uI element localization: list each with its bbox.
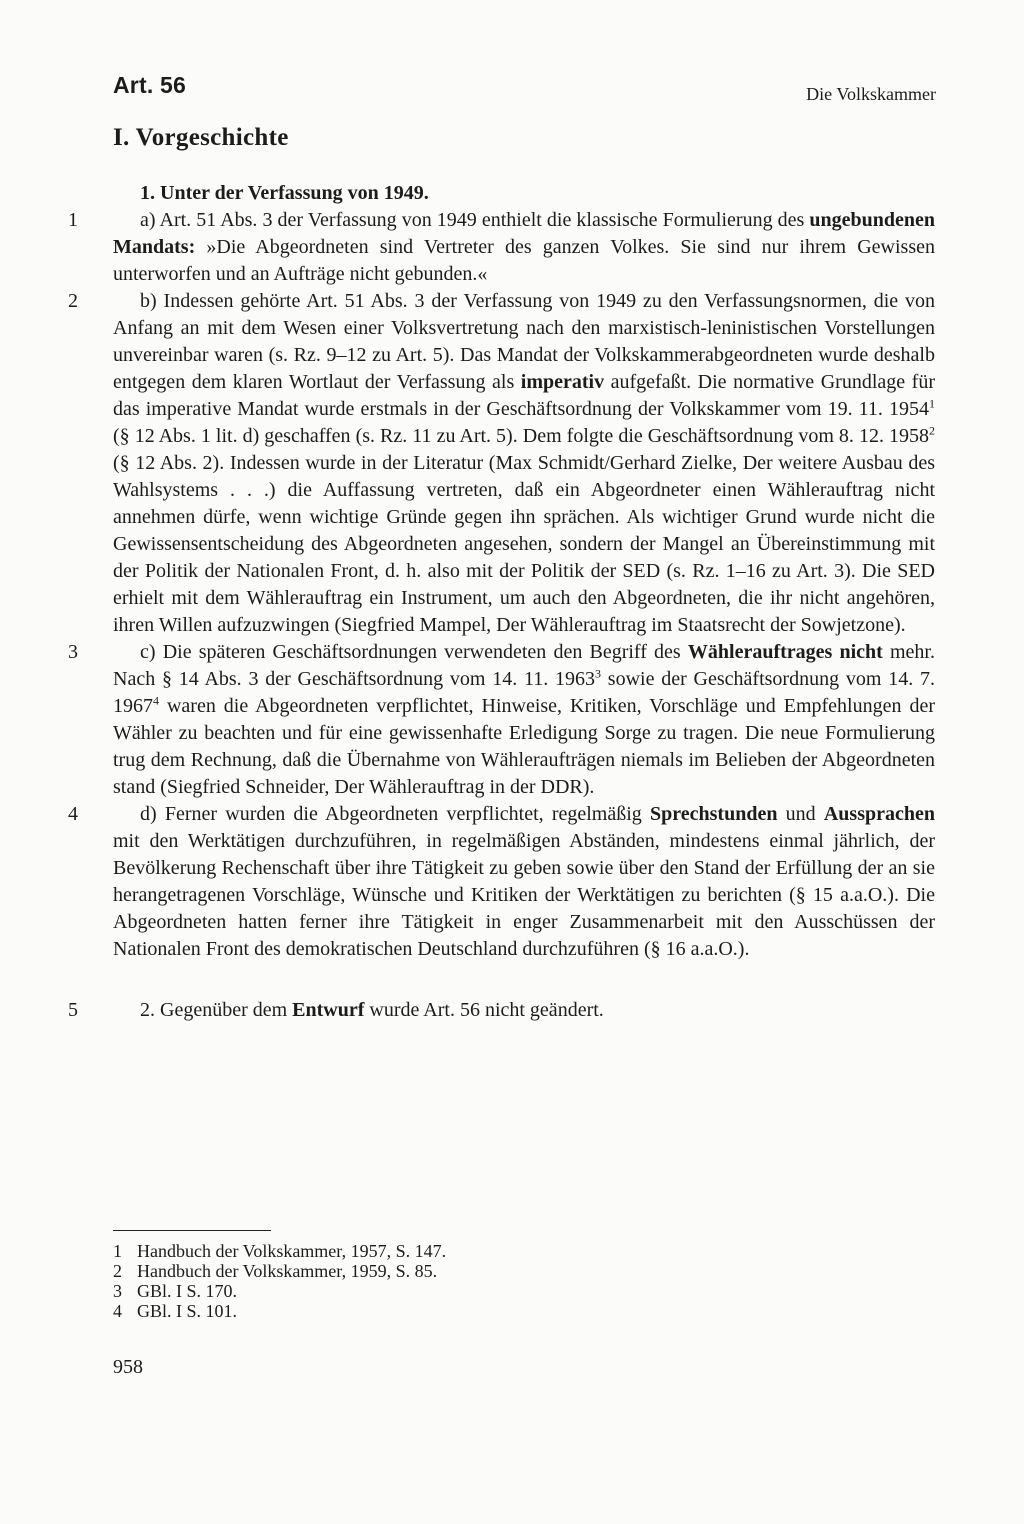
footnote: 1 Handbuch der Volkskammer, 1957, S. 147. <box>113 1241 447 1261</box>
footnote: 3 GBl. I S. 170. <box>113 1281 238 1301</box>
text-run: d) Ferner wurden die Abgeordneten verpflichtet, regelmäßig <box>140 803 650 825</box>
footnote-ref: 1 <box>929 396 935 411</box>
footnote: 2 Handbuch der Volkskammer, 1959, S. 85. <box>113 1261 438 1281</box>
text-run: c) Die späteren Geschäftsordnungen verwendeten den Begriff des <box>140 641 688 663</box>
text-run: »Die Abgeordneten sind Vertreter des ganzen Volkes. Sie sind nur ihrem Gewissen unterworfen und an Aufträge nicht gebunden.« <box>113 236 935 285</box>
footnote-rule <box>113 1230 271 1231</box>
text-run: 2. Gegenüber dem <box>140 999 293 1021</box>
bold-term: Aussprachen <box>823 803 935 825</box>
section-heading: I. Vorgeschichte <box>113 124 289 151</box>
text-run: sowie der Geschäftsordnung vom 14. 7. 1967 <box>113 668 935 717</box>
margin-number: 5 <box>68 999 78 1021</box>
paragraph-5 <box>68 997 935 1024</box>
footnote-ref: 3 <box>595 666 602 681</box>
article-label: Art. 56 <box>113 72 186 98</box>
page-number: 958 <box>113 1356 143 1378</box>
running-head: Die Volkskammer <box>806 84 936 104</box>
paragraph-3 <box>68 639 935 801</box>
bold-term: Wählerauftrages nicht <box>687 641 883 663</box>
margin-number: 1 <box>68 209 78 231</box>
bold-term: Entwurf <box>292 999 365 1021</box>
footnote: 4 GBl. I S. 101. <box>113 1301 238 1321</box>
text-run: b) Indessen gehörte Art. 51 Abs. 3 der Verfassung von 1949 zu den Verfassungsnormen, die von Anfang an mit dem Wesen einer Volksvertretung nach den marxistisch-leninistischen Vorstellungen unvereinbar waren (s. Rz. 9–12 zu Art. 5). Das Mandat der Volkskammerabgeordneten wurde deshalb entgegen dem klaren Wortlaut der Verfassung als <box>113 290 935 393</box>
subheading: 1. Unter der Verfassung von 1949. <box>140 182 429 204</box>
text-run: mit den Werktätigen durchzuführen, in regelmäßigen Abständen, mindestens einmal jährlich, der Bevölkerung Rechenschaft über ihre Tätigkeit zu geben sowie über den Stand der Erfüllung der an sie herangetragenen Vorschläge, Wünsche und Kritiken der Werktätigen zu berichten (§ 15 a.a.O.). Die Abgeordneten hatten ferner ihre Tätigkeit in enger Zusammenarbeit mit den Ausschüssen der Nationalen Front des demokratischen Deutschland durchzuführen (§ 16 a.a.O.). <box>113 830 935 960</box>
text-run: a) Art. 51 Abs. 3 der Verfassung von 1949 enthielt die klassische Formulierung des <box>140 209 810 231</box>
body-text <box>68 180 935 1024</box>
margin-number: 2 <box>68 290 78 312</box>
footnotes <box>113 1241 446 1321</box>
paragraph-4 <box>68 801 935 963</box>
bold-term: Sprechstunden <box>650 803 778 825</box>
paragraph-1 <box>68 207 935 288</box>
bold-term: ungebundenen Mandats: <box>113 209 935 258</box>
paragraph-2 <box>68 288 935 639</box>
bold-term: imperativ <box>520 371 605 393</box>
margin-number: 3 <box>68 641 78 663</box>
text-run: und <box>777 803 824 825</box>
text-run: (§ 12 Abs. 1 lit. d) geschaffen (s. Rz. 11 zu Art. 5). Dem folgte die Geschäftsordnung vom 8. 12. 1958 <box>113 425 929 447</box>
text-run: waren die Abgeordneten verpflichtet, Hinweise, Kritiken, Vorschläge und Empfehlungen der Wähler zu beachten und für eine gewissenhafte Erledigung Sorge zu tragen. Die neue Formulierung trug dem Rechnung, daß die Übernahme von Wähleraufträgen niemals im Belieben der Abgeordneten stand (Siegfried Schneider, Der Wählerauftrag in der DDR). <box>113 695 935 798</box>
footnote-ref: 2 <box>929 423 935 438</box>
text-run: mehr. Nach § 14 Abs. 3 der Geschäftsordnung vom 14. 11. 1963 <box>113 641 935 690</box>
text-run: wurde Art. 56 nicht geändert. <box>364 999 604 1021</box>
footnote-ref: 4 <box>153 693 159 708</box>
margin-number: 4 <box>68 803 78 825</box>
text-run: aufgefaßt. Die normative Grundlage für das imperative Mandat wurde erstmals in der Geschäftsordnung der Volkskammer vom 19. 11. 1954 <box>113 371 935 420</box>
text-run: (§ 12 Abs. 2). Indessen wurde in der Literatur (Max Schmidt/Gerhard Zielke, Der weitere Ausbau des Wahlsystems . . .) die Auffassung vertreten, daß ein Abgeordneter einen Wählerauftrag nicht annehmen dürfe, wenn wichtige Gründe gegen ihn sprächen. Als wichtiger Grund wurde nicht die Gewissensentscheidung des Abgeordneten angesehen, sondern der Mangel an Übereinstimmung mit der Politik der Nationalen Front, d. h. also mit der Politik der SED (s. Rz. 1–16 zu Art. 3). Die SED erhielt mit dem Wählerauftrag ein Instrument, um auch den Abgeordneten, die ihr nicht angehören, ihren Willen aufzuzwingen (Siegfried Mampel, Der Wählerauftrag im Staatsrecht der Sowjetzone). <box>113 452 935 636</box>
